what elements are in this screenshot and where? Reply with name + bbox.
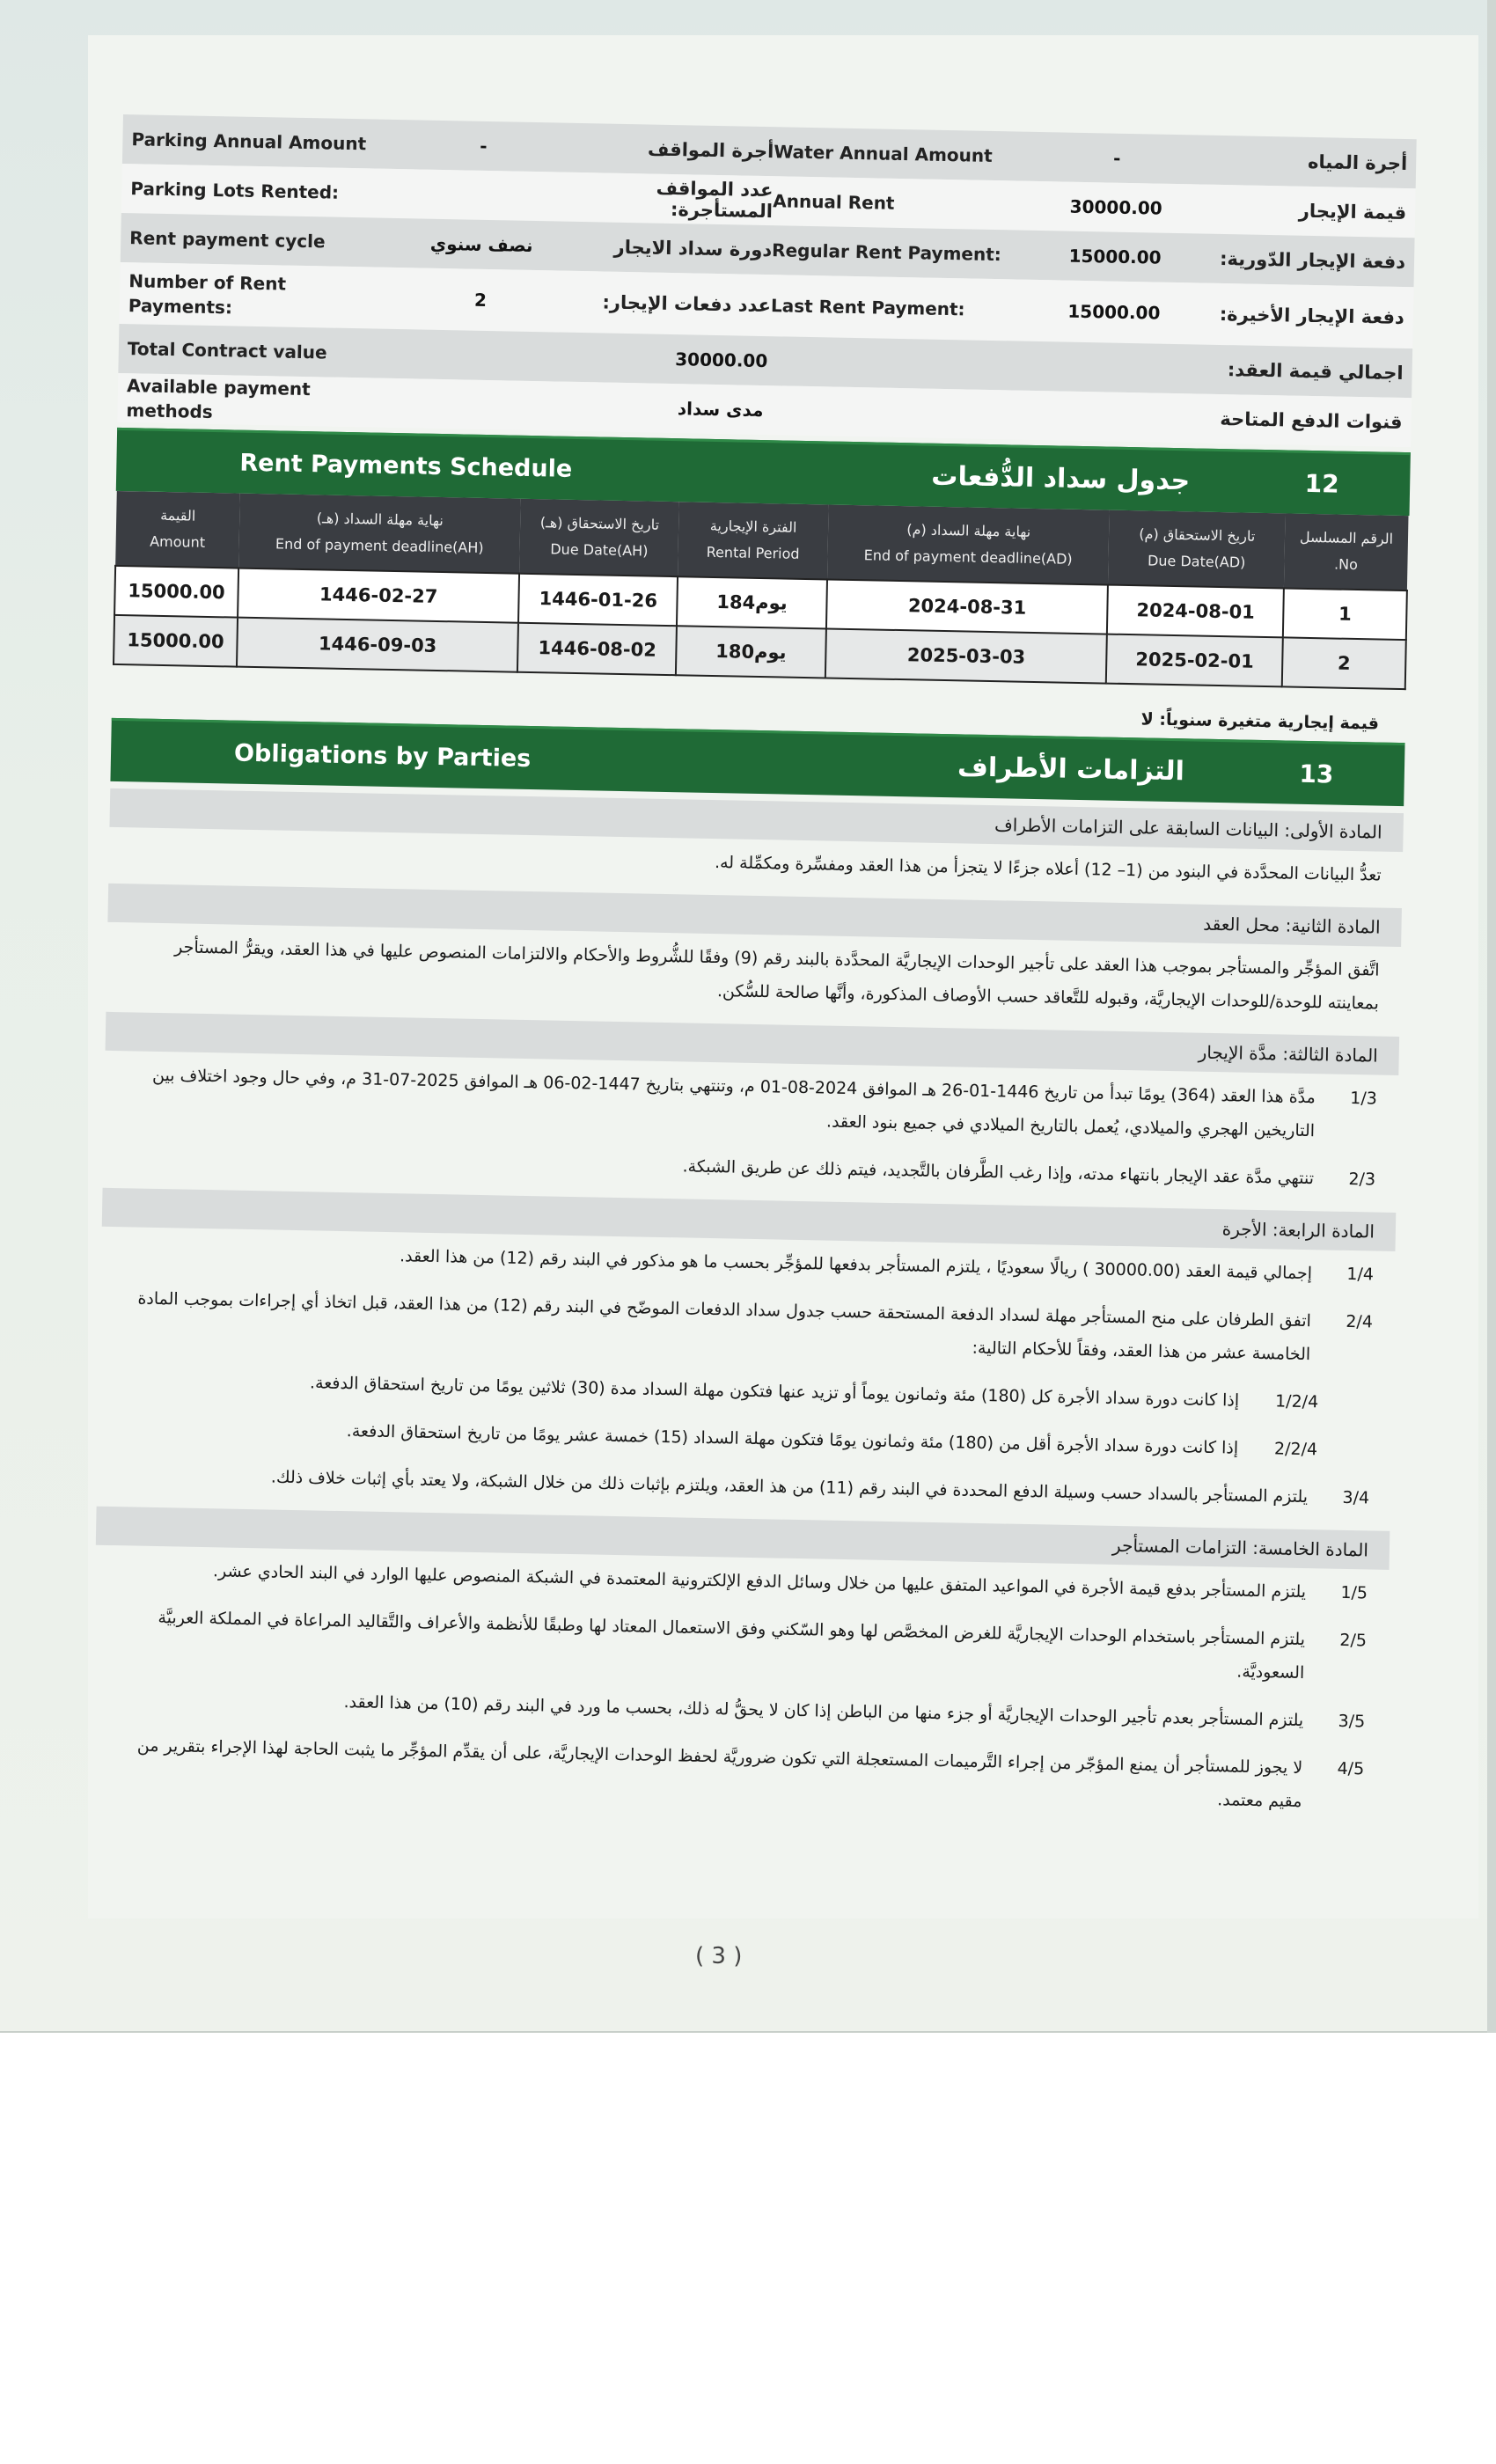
annual-rent-value: 30000.00 xyxy=(1069,195,1162,219)
clause-number: 1/4 xyxy=(1346,1264,1375,1285)
variable-rent-note: قيمة إيجارية متغيرة سنوياً: لا xyxy=(1140,709,1380,734)
obligations-section-number: 13 xyxy=(1299,759,1334,789)
parking-lots-label-ar: عدد المواقف المستأجرة: xyxy=(656,177,774,223)
clause-text: يلتزم المستأجر باستخدام الوحدات الإيجاريَّة للغرض المخصَّص لها وهو السّكني وفق الاستعمال المعتاد لها وطبقًا للأنظمة والأعراف والتَّقاليد المراعاة في المملكة العربيَّة السعوديَّة. xyxy=(158,1608,1306,1683)
regular-payment-label-ar: دفعة الإيجار الدّورية: xyxy=(1219,247,1406,274)
clause-number: 2/5 xyxy=(1339,1630,1368,1651)
clause-number: 3/5 xyxy=(1338,1711,1366,1732)
cell-no: 1 xyxy=(1283,588,1407,640)
payment-methods-label: Available payment methods xyxy=(126,375,311,423)
clause-number: 1/2/4 xyxy=(1274,1391,1319,1412)
clause-number: 1/5 xyxy=(1340,1582,1368,1603)
clause-text: تنتهي مدَّة عقد الإيجار بانتهاء مدته، وإذا رغب الطَّرفان بالتَّجديد، فيتم ذلك عن طريق الشبكة. xyxy=(682,1156,1315,1189)
schedule-section-number: 12 xyxy=(1304,468,1339,499)
cell-amount: 15000.00 xyxy=(114,615,238,667)
article-4-heading: المادة الرابعة: الأجرة xyxy=(102,1188,1397,1251)
page-content xyxy=(91,114,1417,1827)
cell-amount: 15000.00 xyxy=(114,566,238,618)
clause-text: تعدُّ البيانات المحدَّدة في البنود من (1– 12) أعلاه جزءًا لا يتجزأ من هذا العقد ومفسِّرة ومكمِّلة له. xyxy=(714,853,1382,885)
payment-methods-label-ar: قنوات الدفع المتاحة xyxy=(1220,407,1403,433)
water-amount-value: - xyxy=(1112,147,1121,169)
col-amount: القيمة Amount xyxy=(115,491,240,568)
clause-number: 1/3 xyxy=(1350,1088,1378,1109)
sheet-edge xyxy=(1487,0,1496,2033)
payments-schedule-table xyxy=(113,491,1410,690)
annual-rent-label-ar: قيمة الإيجار xyxy=(1298,200,1407,224)
cell-period: 180يوم xyxy=(676,626,826,678)
total-value-label-ar: اجمالي قيمة العقد: xyxy=(1227,359,1404,384)
last-payment-label: Last Rent Payment: xyxy=(770,295,965,320)
cell-due-ad: 2024-08-01 xyxy=(1107,585,1284,638)
total-value-label: Total Contract value xyxy=(127,338,327,363)
clause-number: 3/4 xyxy=(1342,1487,1370,1508)
article-3-heading: المادة الثالثة: مدَّة الإيجار xyxy=(106,1012,1400,1075)
col-no: الرقم المسلسل .No xyxy=(1284,513,1408,590)
regular-payment-label: Regular Rent Payment: xyxy=(771,239,1002,266)
article-1-heading: المادة الأولى: البيانات السابقة على التزامات الأطراف xyxy=(109,788,1404,852)
cell-end-ah: 1446-09-03 xyxy=(237,618,519,672)
cell-due-ah: 1446-08-02 xyxy=(517,623,677,675)
parking-lots-value xyxy=(394,194,570,197)
clause-text: اتفق الطرفان على منح المستأجر مهلة لسداد الدفعة المستحقة حسب جدول سداد الدفعات الموضّح في البند رقم (12) من هذا العقد، قبل اتخاذ أي إجراءات بموجب المادة الخامسة عشر من هذا العقد، وفقاً للأحكام التالية: xyxy=(137,1288,1312,1365)
cell-due-ah: 1446-01-26 xyxy=(518,574,678,626)
water-amount-label: Water Annual Amount xyxy=(774,141,993,166)
cell-end-ah: 1446-02-27 xyxy=(238,568,520,623)
clause-text: إجمالي قيمة العقد (30000.00 ) ريالًا سعوديًا ، يلتزم المستأجر بدفعها للمؤجِّر بحسب ما هو مذكور في البند رقم (12) من هذا العقد. xyxy=(399,1246,1313,1284)
col-end-ah: نهاية مهلة السداد (هـ) End of payment deadline(AH) xyxy=(238,494,521,574)
clause-number: 2/4 xyxy=(1346,1311,1374,1332)
cell-end-ad: 2025-03-03 xyxy=(825,628,1108,683)
parking-amount-label-ar: أجرة المواقف xyxy=(647,138,774,163)
clause-text: مدَّة هذا العقد (364) يومًا تبدأ من تاريخ 1446-01-26 هـ الموافق 2024-08-01 م، وتنتهي بتاريخ 1447-02-06 هـ الموافق 2025-07-31 م، وفي حال وجود اختلاف بين التاريخين الهجري والميلادي، يُعمل بالتاريخ الميلادي في جميع بنود العقد. xyxy=(151,1065,1316,1141)
payment-cycle-label-ar: دورة سداد الايجار xyxy=(613,236,773,261)
clause-text: لا يجوز للمستأجر أن يمنع المؤجّر من إجراء التَّرميمات المستعجلة التي تكون ضروريَّة لحفظ الوحدات الإيجاريَّة، على أن يقدِّم المؤجِّر ما يثبت الحاجة لهذا الإجراء بتقرير من مقيم معتمد. xyxy=(136,1735,1303,1812)
clause-text: يلتزم المستأجر بدفع قيمة الأجرة في المواعيد المتفق عليها من خلال وسائل الدفع الإلكترونية المعتمدة في الشبكة المنصوص عليها الوارد في البند الحادي عشر. xyxy=(212,1561,1307,1602)
payment-cycle-value: نصف سنوي xyxy=(429,232,533,256)
clause-text: إذا كانت دورة سداد الأجرة كل (180) مئة وثمانون يوماً أو تزيد عنها فتكون مهلة السداد مدة (30) ثلاثين يومًا من تاريخ استحقاق الدفعة. xyxy=(309,1373,1240,1411)
cell-due-ad: 2025-02-01 xyxy=(1106,634,1283,687)
parking-amount-value: - xyxy=(480,135,488,157)
schedule-title-ar: جدول سداد الدُّفعات xyxy=(931,460,1191,497)
clause-number: 4/5 xyxy=(1337,1758,1365,1779)
payment-methods-value: مدى سداد xyxy=(677,398,764,422)
last-payment-value: 15000.00 xyxy=(1067,300,1161,324)
page-number: ( 3 ) xyxy=(695,1943,743,1969)
col-due-ah: تاريخ الاستحقاق (هـ) Due Date(AH) xyxy=(519,499,678,576)
water-amount-label-ar: أجرة المياه xyxy=(1307,150,1408,175)
num-payments-value: 2 xyxy=(473,289,488,311)
parking-lots-label: Parking Lots Rented: xyxy=(130,178,340,203)
article-5-heading: المادة الخامسة: التزامات المستأجر xyxy=(96,1507,1390,1570)
num-payments-label: Number of Rent Payments: xyxy=(128,270,287,319)
schedule-title-en: Rent Payments Schedule xyxy=(239,449,573,483)
cell-no: 2 xyxy=(1282,637,1406,689)
clause-text: يلتزم المستأجر بعدم تأجير الوحدات الإيجاريَّة أو جزء منها من الباطن إذا كان لا يحقُّ له ذلك، بحسب ما ورد في البند رقم (10) من هذا العقد. xyxy=(343,1692,1304,1731)
clause-number: 2/3 xyxy=(1348,1169,1376,1190)
regular-payment-value: 15000.00 xyxy=(1068,245,1162,268)
obligations-title-ar: التزامات الأطراف xyxy=(957,752,1185,788)
total-value-value: 30000.00 xyxy=(675,348,768,372)
cell-period: 184يوم xyxy=(677,576,827,628)
clause-text: إذا كانت دورة سداد الأجرة أقل من (180) مئة وثمانون يومًا فتكون مهلة السداد (15) خمسة عشر يومًا من تاريخ استحقاق الدفعة. xyxy=(346,1421,1239,1458)
parking-amount-label: Parking Annual Amount xyxy=(131,128,367,155)
last-payment-label-ar: دفعة الإيجار الأخيرة: xyxy=(1219,303,1405,328)
clause-text: يلتزم المستأجر بالسداد حسب وسيلة الدفع المحددة في البند رقم (11) من هذ العقد، ويلتزم بإثبات ذلك من خلال الشبكة، ولا يعتد بأي إثبات خلاف ذلك. xyxy=(270,1467,1309,1507)
payment-cycle-label: Rent payment cycle xyxy=(129,227,326,253)
col-end-ad: نهاية مهلة السداد (م) End of payment deadline(AD) xyxy=(827,504,1110,584)
obligations-title-en: Obligations by Parties xyxy=(233,739,532,774)
clause-number: 2/2/4 xyxy=(1273,1439,1318,1460)
clause-text: اتَّفق المؤجِّر والمستأجر بموجب هذا العقد على تأجير الوحدات الإيجاريَّة المحدَّدة بالبند رقم (9) وفقًا للشُّروط والأحكام والالتزامات المنصوص عليها في هذا العقد، ويقرُّ المستأجر بمعاينته للوحدة/للوحدات الإيجاريَّة، وقبوله للتَّعاقد حسب الأوصاف المذكورة، وأنَّها صالحة للسُّكن. xyxy=(173,937,1380,1014)
col-period: الفترة الإيجارية Rental Period xyxy=(678,502,828,579)
num-payments-label-ar: عدد دفعات الإيجار: xyxy=(602,291,772,317)
cell-end-ad: 2024-08-31 xyxy=(826,579,1109,634)
article-2-heading: المادة الثانية: محل العقد xyxy=(107,884,1402,947)
col-due-ad: تاريخ الاستحقاق (م) Due Date(AD) xyxy=(1108,510,1285,589)
annual-rent-label: Annual Rent xyxy=(773,190,895,214)
